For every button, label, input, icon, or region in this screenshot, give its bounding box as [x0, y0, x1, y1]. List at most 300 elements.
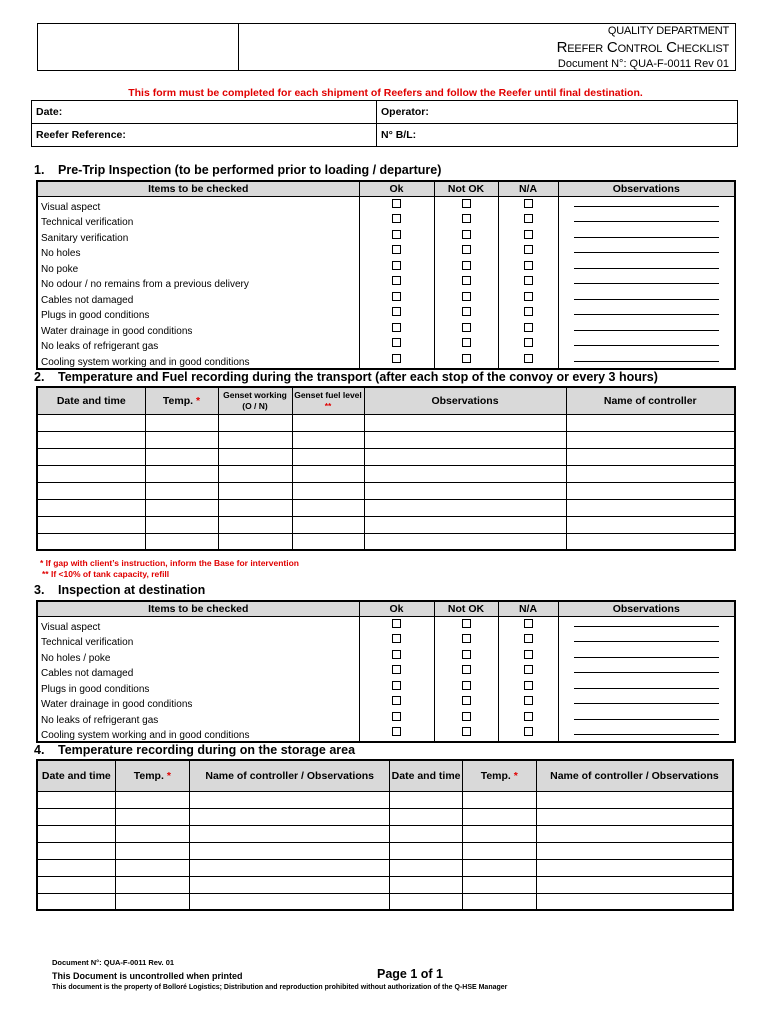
recording-row	[37, 414, 735, 431]
checklist-row	[37, 228, 735, 244]
recording-row	[37, 482, 735, 499]
col-ok: Ok	[359, 601, 434, 617]
observation-line[interactable]	[574, 656, 719, 658]
recording-cell[interactable]	[37, 516, 145, 533]
recording-cell[interactable]	[145, 414, 218, 431]
observation-cell	[558, 617, 735, 633]
checklist-item-label: Cables not damaged	[37, 664, 359, 680]
section1-title: Pre-Trip Inspection (to be performed prior to loading / departure)	[58, 163, 442, 177]
recording-row	[37, 431, 735, 448]
ok-checkbox[interactable]	[392, 650, 401, 659]
observation-line[interactable]	[574, 733, 719, 735]
observation-cell	[558, 321, 735, 337]
not-ok-checkbox[interactable]	[462, 712, 471, 721]
ok-checkbox[interactable]	[392, 338, 401, 347]
recording-cell[interactable]	[37, 859, 115, 876]
checkbox-cell	[434, 197, 498, 213]
checklist-row	[37, 197, 735, 213]
checklist-row	[37, 244, 735, 260]
col-controller-right: Name of controller / Observations	[536, 760, 733, 791]
recording-cell[interactable]	[189, 859, 390, 876]
not-ok-checkbox[interactable]	[462, 323, 471, 332]
recording-cell[interactable]	[292, 431, 364, 448]
section4-heading	[34, 743, 355, 757]
recording-cell[interactable]	[292, 414, 364, 431]
not-ok-checkbox[interactable]	[462, 696, 471, 705]
recording-cell[interactable]	[292, 482, 364, 499]
storage-recording-table	[36, 759, 734, 911]
recording-cell[interactable]	[390, 791, 462, 808]
ok-checkbox[interactable]	[392, 245, 401, 254]
not-ok-checkbox[interactable]	[462, 199, 471, 208]
footer-property-note: This document is the property of Bolloré Logistics; Distribution and reproduction prohibited without authorization of the Q-HSE Manager	[52, 984, 508, 991]
recording-cell[interactable]	[145, 516, 218, 533]
recording-cell[interactable]	[462, 842, 536, 859]
recording-cell[interactable]	[37, 482, 145, 499]
recording-cell[interactable]	[292, 499, 364, 516]
recording-cell[interactable]	[189, 825, 390, 842]
observation-line[interactable]	[574, 702, 719, 704]
checkbox-cell	[498, 337, 558, 353]
checklist-item-label: No holes	[37, 244, 359, 260]
note-fuel-refill: ** If <10% of tank capacity, refill	[42, 569, 170, 579]
recording-row	[37, 791, 733, 808]
temp-left-asterisk: *	[166, 769, 171, 782]
recording-row	[37, 842, 733, 859]
recording-cell[interactable]	[37, 448, 145, 465]
checkbox-cell	[359, 664, 434, 680]
checklist-item-label: Visual aspect	[37, 197, 359, 213]
checklist-row	[37, 290, 735, 306]
recording-cell[interactable]	[566, 465, 735, 482]
reefer-reference-field[interactable]: Reefer Reference:	[32, 124, 377, 147]
ok-checkbox[interactable]	[392, 292, 401, 301]
observation-line[interactable]	[574, 329, 719, 331]
observation-line[interactable]	[574, 671, 719, 673]
col-temp-right	[462, 760, 536, 791]
recording-cell[interactable]	[536, 893, 733, 910]
observation-line[interactable]	[574, 625, 719, 627]
checklist-item-label: No holes / poke	[37, 648, 359, 664]
checklist-row	[37, 648, 735, 664]
not-ok-checkbox[interactable]	[462, 727, 471, 736]
not-ok-checkbox[interactable]	[462, 214, 471, 223]
checkbox-cell	[434, 633, 498, 649]
observation-cell	[558, 664, 735, 680]
observation-cell	[558, 695, 735, 711]
recording-cell[interactable]	[145, 465, 218, 482]
recording-cell[interactable]	[364, 499, 566, 516]
col-items: Items to be checked	[37, 601, 359, 617]
checklist-row	[37, 321, 735, 337]
recording-cell[interactable]	[292, 533, 364, 550]
recording-cell[interactable]	[37, 808, 115, 825]
section3-title: Inspection at destination	[58, 583, 206, 597]
recording-cell[interactable]	[566, 499, 735, 516]
not-ok-checkbox[interactable]	[462, 261, 471, 270]
recording-cell[interactable]	[364, 414, 566, 431]
observation-line[interactable]	[574, 251, 719, 253]
observation-cell	[558, 259, 735, 275]
destination-checklist-table	[36, 600, 736, 743]
col-temp-right-label: Temp.	[480, 769, 511, 782]
observation-cell	[558, 213, 735, 229]
recording-cell[interactable]	[218, 516, 292, 533]
checkbox-cell	[434, 321, 498, 337]
date-field[interactable]: Date:	[32, 101, 377, 124]
checkbox-cell	[359, 633, 434, 649]
fuel-asterisks: **	[324, 400, 332, 411]
not-ok-checkbox[interactable]	[462, 307, 471, 316]
checkbox-cell	[498, 244, 558, 260]
recording-cell[interactable]	[390, 876, 462, 893]
temp-asterisk: *	[195, 394, 201, 407]
col-controller-left: Name of controller / Observations	[189, 760, 390, 791]
recording-cell[interactable]	[218, 431, 292, 448]
recording-cell[interactable]	[390, 825, 462, 842]
footer-document-number: Document N°: QUA-F-0011 Rev. 01	[52, 958, 175, 967]
section2-notes	[40, 558, 299, 580]
recording-cell[interactable]	[390, 859, 462, 876]
col-temp-left-label: Temp.	[133, 769, 164, 782]
observation-line[interactable]	[574, 344, 719, 346]
not-ok-checkbox[interactable]	[462, 354, 471, 363]
recording-cell[interactable]	[115, 791, 189, 808]
logo-cell	[38, 24, 239, 70]
checklist-header-row	[37, 181, 735, 197]
na-checkbox[interactable]	[524, 354, 533, 363]
checkbox-cell	[359, 228, 434, 244]
observation-line[interactable]	[574, 282, 719, 284]
checkbox-cell	[498, 679, 558, 695]
col-na: N/A	[498, 181, 558, 197]
col-genset-fuel	[292, 387, 364, 414]
recording-cell[interactable]	[37, 465, 145, 482]
recording-cell[interactable]	[292, 465, 364, 482]
recording-cell[interactable]	[115, 842, 189, 859]
recording-cell[interactable]	[566, 414, 735, 431]
not-ok-checkbox[interactable]	[462, 276, 471, 285]
checkbox-cell	[434, 710, 498, 726]
na-checkbox[interactable]	[524, 323, 533, 332]
recording-cell[interactable]	[189, 893, 390, 910]
section1-heading	[34, 163, 441, 177]
section3-heading	[34, 583, 205, 597]
recording-row	[37, 825, 733, 842]
transport-recording-table	[36, 386, 736, 551]
section1-number: 1.	[34, 163, 45, 177]
checkbox-cell	[498, 726, 558, 743]
col-date-time-right: Date and time	[390, 760, 462, 791]
observation-cell	[558, 244, 735, 260]
recording-cell[interactable]	[115, 808, 189, 825]
ok-checkbox[interactable]	[392, 696, 401, 705]
recording-cell[interactable]	[364, 431, 566, 448]
checklist-item-label: Cooling system working and in good conditions	[37, 352, 359, 369]
ok-checkbox[interactable]	[392, 276, 401, 285]
na-checkbox[interactable]	[524, 696, 533, 705]
ok-checkbox[interactable]	[392, 727, 401, 736]
ok-checkbox[interactable]	[392, 634, 401, 643]
not-ok-checkbox[interactable]	[462, 665, 471, 674]
recording-cell[interactable]	[536, 825, 733, 842]
recording-cell[interactable]	[218, 482, 292, 499]
col-not-ok: Not OK	[434, 181, 498, 197]
recording-cell[interactable]	[292, 516, 364, 533]
checkbox-cell	[498, 664, 558, 680]
not-ok-checkbox[interactable]	[462, 619, 471, 628]
recording-cell[interactable]	[364, 533, 566, 550]
recording-cell[interactable]	[462, 808, 536, 825]
recording-cell[interactable]	[462, 893, 536, 910]
recording-cell[interactable]	[37, 825, 115, 842]
recording-cell[interactable]	[390, 808, 462, 825]
not-ok-checkbox[interactable]	[462, 230, 471, 239]
col-fuel-label: Genset fuel level	[294, 389, 362, 400]
recording-cell[interactable]	[115, 825, 189, 842]
checkbox-cell	[359, 259, 434, 275]
recording-cell[interactable]	[536, 859, 733, 876]
checkbox-cell	[498, 228, 558, 244]
recording-cell[interactable]	[115, 859, 189, 876]
recording-cell[interactable]	[536, 876, 733, 893]
checklist-row	[37, 213, 735, 229]
na-checkbox[interactable]	[524, 307, 533, 316]
recording-cell[interactable]	[536, 808, 733, 825]
ok-checkbox[interactable]	[392, 619, 401, 628]
recording-cell[interactable]	[566, 482, 735, 499]
recording-cell[interactable]	[37, 876, 115, 893]
recording-cell[interactable]	[566, 431, 735, 448]
ok-checkbox[interactable]	[392, 307, 401, 316]
observation-cell	[558, 633, 735, 649]
observation-line[interactable]	[574, 313, 719, 315]
checkbox-cell	[359, 337, 434, 353]
ok-checkbox[interactable]	[392, 199, 401, 208]
ok-checkbox[interactable]	[392, 354, 401, 363]
checkbox-cell	[498, 197, 558, 213]
recording-cell[interactable]	[37, 893, 115, 910]
checklist-item-label: Cables not damaged	[37, 290, 359, 306]
section4-number: 4.	[34, 743, 45, 757]
not-ok-checkbox[interactable]	[462, 681, 471, 690]
col-observations: Observations	[364, 387, 566, 414]
na-checkbox[interactable]	[524, 276, 533, 285]
not-ok-checkbox[interactable]	[462, 634, 471, 643]
checklist-row	[37, 633, 735, 649]
checkbox-cell	[434, 228, 498, 244]
recording-cell[interactable]	[37, 414, 145, 431]
na-checkbox[interactable]	[524, 681, 533, 690]
observation-line[interactable]	[574, 267, 719, 269]
checkbox-cell	[498, 213, 558, 229]
checkbox-cell	[498, 290, 558, 306]
temp-right-asterisk: *	[513, 769, 518, 782]
na-checkbox[interactable]	[524, 727, 533, 736]
observation-line[interactable]	[574, 640, 719, 642]
section2-number: 2.	[34, 370, 45, 384]
section2-heading	[34, 370, 658, 384]
recording-cell[interactable]	[390, 842, 462, 859]
checkbox-cell	[359, 306, 434, 322]
na-checkbox[interactable]	[524, 230, 533, 239]
recording-cell[interactable]	[145, 499, 218, 516]
col-temp-label: Temp.	[162, 394, 194, 407]
recording-cell[interactable]	[462, 825, 536, 842]
checkbox-cell	[498, 648, 558, 664]
ok-checkbox[interactable]	[392, 665, 401, 674]
checklist-row	[37, 306, 735, 322]
recording-cell[interactable]	[37, 431, 145, 448]
ok-checkbox[interactable]	[392, 261, 401, 270]
checkbox-cell	[434, 337, 498, 353]
checkbox-cell	[359, 726, 434, 743]
recording-cell[interactable]	[364, 516, 566, 533]
recording-cell[interactable]	[364, 482, 566, 499]
checkbox-cell	[434, 213, 498, 229]
recording-cell[interactable]	[218, 533, 292, 550]
recording-cell[interactable]	[364, 448, 566, 465]
recording-cell[interactable]	[37, 499, 145, 516]
recording-cell[interactable]	[390, 893, 462, 910]
checkbox-cell	[498, 352, 558, 369]
not-ok-checkbox[interactable]	[462, 650, 471, 659]
operator-field[interactable]: Operator:	[377, 101, 738, 124]
observation-cell	[558, 197, 735, 213]
observation-line[interactable]	[574, 718, 719, 720]
recording-cell[interactable]	[145, 431, 218, 448]
checklist-row	[37, 710, 735, 726]
recording-cell[interactable]	[145, 482, 218, 499]
recording-cell[interactable]	[566, 448, 735, 465]
recording-cell[interactable]	[189, 808, 390, 825]
not-ok-checkbox[interactable]	[462, 245, 471, 254]
checkbox-cell	[434, 726, 498, 743]
document-header	[37, 23, 736, 71]
checkbox-cell	[498, 633, 558, 649]
checklist-item-label: Plugs in good conditions	[37, 306, 359, 322]
recording-cell[interactable]	[462, 859, 536, 876]
checklist-item-label: Visual aspect	[37, 617, 359, 633]
recording-cell[interactable]	[536, 791, 733, 808]
col-controller: Name of controller	[566, 387, 735, 414]
observation-line[interactable]	[574, 298, 719, 300]
col-observations: Observations	[558, 601, 735, 617]
checklist-row	[37, 617, 735, 633]
observation-cell	[558, 337, 735, 353]
section2-title: Temperature and Fuel recording during the transport (after each stop of the convoy or every 3 hours)	[58, 370, 658, 384]
recording-cell[interactable]	[218, 499, 292, 516]
recording-cell[interactable]	[566, 516, 735, 533]
recording-cell[interactable]	[364, 465, 566, 482]
recording-cell[interactable]	[189, 842, 390, 859]
not-ok-checkbox[interactable]	[462, 292, 471, 301]
recording-cell[interactable]	[145, 448, 218, 465]
checklist-item-label: No leaks of refrigerant gas	[37, 710, 359, 726]
na-checkbox[interactable]	[524, 665, 533, 674]
checkbox-cell	[434, 275, 498, 291]
recording-cell[interactable]	[462, 791, 536, 808]
recording-cell[interactable]	[566, 533, 735, 550]
recording-cell[interactable]	[536, 842, 733, 859]
na-checkbox[interactable]	[524, 261, 533, 270]
observation-cell	[558, 352, 735, 369]
recording-cell[interactable]	[37, 842, 115, 859]
observation-line[interactable]	[574, 220, 719, 222]
recording-cell[interactable]	[189, 876, 390, 893]
na-checkbox[interactable]	[524, 199, 533, 208]
checkbox-cell	[434, 352, 498, 369]
checklist-item-label: Technical verification	[37, 633, 359, 649]
recording-row	[37, 893, 733, 910]
checklist-row	[37, 275, 735, 291]
recording-cell[interactable]	[218, 448, 292, 465]
bl-number-field[interactable]: N° B/L:	[377, 124, 738, 147]
recording-cell[interactable]	[218, 414, 292, 431]
observation-cell	[558, 275, 735, 291]
observation-line[interactable]	[574, 236, 719, 238]
recording-cell[interactable]	[115, 893, 189, 910]
recording-cell[interactable]	[292, 448, 364, 465]
recording-cell[interactable]	[115, 876, 189, 893]
checkbox-cell	[359, 244, 434, 260]
ok-checkbox[interactable]	[392, 214, 401, 223]
observation-line[interactable]	[574, 687, 719, 689]
observation-line[interactable]	[574, 205, 719, 207]
na-checkbox[interactable]	[524, 619, 533, 628]
recording-row	[37, 859, 733, 876]
ok-checkbox[interactable]	[392, 230, 401, 239]
recording-cell[interactable]	[37, 533, 145, 550]
checkbox-cell	[434, 695, 498, 711]
ok-checkbox[interactable]	[392, 681, 401, 690]
col-items: Items to be checked	[37, 181, 359, 197]
recording-cell[interactable]	[218, 465, 292, 482]
checkbox-cell	[434, 244, 498, 260]
storage-header-row	[37, 760, 733, 791]
checkbox-cell	[359, 213, 434, 229]
recording-cell[interactable]	[462, 876, 536, 893]
checkbox-cell	[498, 259, 558, 275]
checklist-row	[37, 352, 735, 369]
checkbox-cell	[434, 664, 498, 680]
recording-cell[interactable]	[145, 533, 218, 550]
na-checkbox[interactable]	[524, 245, 533, 254]
checkbox-cell	[434, 648, 498, 664]
na-checkbox[interactable]	[524, 214, 533, 223]
checklist-item-label: No poke	[37, 259, 359, 275]
checklist-item-label: Water drainage in good conditions	[37, 695, 359, 711]
na-checkbox[interactable]	[524, 292, 533, 301]
observation-line[interactable]	[574, 360, 719, 362]
ok-checkbox[interactable]	[392, 712, 401, 721]
na-checkbox[interactable]	[524, 634, 533, 643]
recording-cell[interactable]	[189, 791, 390, 808]
checklist-item-label: Cooling system working and in good conditions	[37, 726, 359, 743]
document-number: Document N°: QUA-F-0011 Rev 01	[557, 58, 729, 70]
ok-checkbox[interactable]	[392, 323, 401, 332]
col-genset-working: Genset working (O / N)	[218, 387, 292, 414]
checklist-item-label: No leaks of refrigerant gas	[37, 337, 359, 353]
shipment-info-table	[31, 100, 738, 147]
checklist-item-label: No odour / no remains from a previous delivery	[37, 275, 359, 291]
recording-cell[interactable]	[37, 791, 115, 808]
na-checkbox[interactable]	[524, 712, 533, 721]
na-checkbox[interactable]	[524, 650, 533, 659]
not-ok-checkbox[interactable]	[462, 338, 471, 347]
na-checkbox[interactable]	[524, 338, 533, 347]
completion-warning: This form must be completed for each shipment of Reefers and follow the Reefer until final destination.	[128, 87, 643, 99]
